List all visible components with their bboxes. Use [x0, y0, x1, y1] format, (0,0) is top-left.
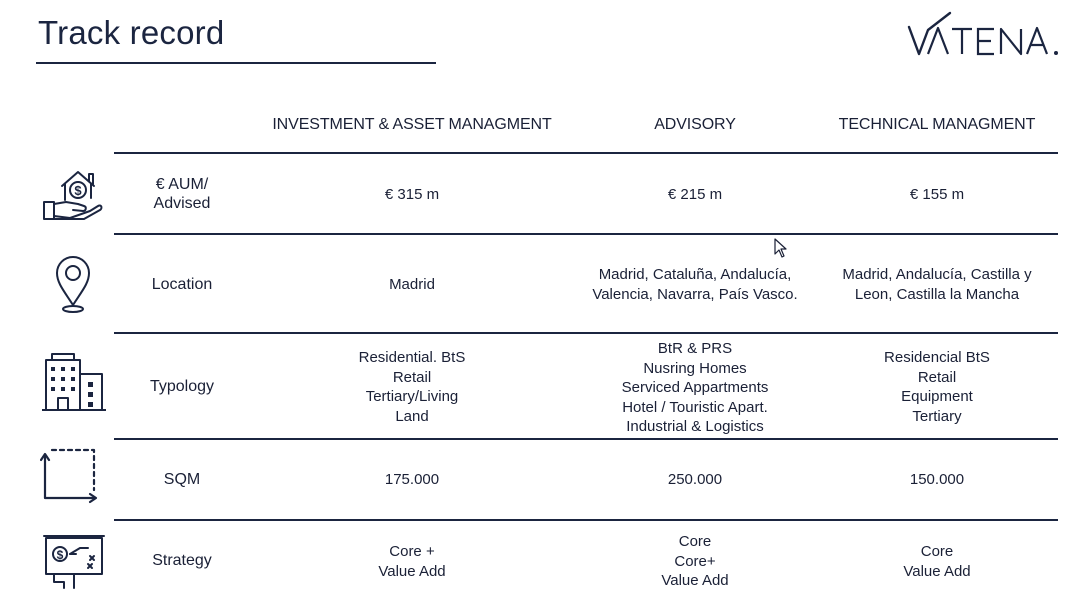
cell-aum-technical: € 155 m [909, 186, 965, 203]
cell-location-advisory: Madrid, Cataluña, Andalucía, Valencia, Navarra, País Vasco. [592, 266, 798, 303]
buildings-icon [40, 350, 108, 412]
row-label-sqm: SQM [163, 471, 201, 488]
table-divider [114, 233, 1058, 235]
table-divider [114, 152, 1058, 154]
column-header-technical: TECHNICAL MANAGMENT [838, 116, 1036, 133]
cell-aum-advisory: € 215 m [667, 186, 723, 203]
cell-sqm-investment: 175.000 [384, 471, 440, 488]
cell-location-technical: Madrid, Andalucía, Castilla y Leon, Castilla la Mancha [842, 266, 1032, 303]
logo-graphic [906, 10, 1062, 62]
row-label-aum-text: € AUM/ Advised [153, 176, 211, 212]
table-divider [114, 332, 1058, 334]
column-header-advisory: ADVISORY [654, 116, 736, 133]
page-title: Track record [38, 14, 225, 51]
svg-text:$: $ [56, 548, 64, 562]
house-money-hand-icon [40, 164, 108, 226]
table-divider [114, 519, 1058, 521]
location-pin-icon [40, 253, 108, 315]
vatena-logo [906, 10, 1062, 62]
cell-typology-investment: Residential. BtS Retail Tertiary/Living Land [358, 349, 466, 425]
row-label-location: Location [151, 276, 213, 293]
area-square-icon [40, 446, 108, 508]
row-label-aum [120, 175, 244, 213]
cell-sqm-advisory: 250.000 [667, 471, 723, 488]
cell-sqm-technical: 150.000 [909, 471, 965, 488]
cell-typology-advisory: BtR & PRS Nusring Homes Serviced Appartments Hotel / Touristic Apart. Industrial & Logistics [621, 340, 769, 435]
mouse-cursor-icon [774, 238, 788, 258]
cell-strategy-technical: Core Value Add [903, 543, 971, 580]
title-underline [36, 62, 436, 64]
row-label-typology: Typology [149, 378, 215, 395]
cell-typology-technical: Residencial BtS Retail Equipment Tertiary [884, 349, 990, 425]
svg-text:$: $ [74, 183, 82, 198]
column-header-investment: INVESTMENT & ASSET MANAGMENT [272, 116, 552, 133]
cell-location-investment: Madrid [389, 276, 435, 293]
cell-strategy-advisory: Core Core+ Value Add [661, 533, 729, 589]
strategy-board-icon [40, 532, 108, 594]
row-label-strategy: Strategy [152, 552, 212, 569]
cell-strategy-investment: Core + Value Add [378, 543, 446, 580]
cell-aum-investment: € 315 m [384, 186, 440, 203]
table-divider [114, 438, 1058, 440]
